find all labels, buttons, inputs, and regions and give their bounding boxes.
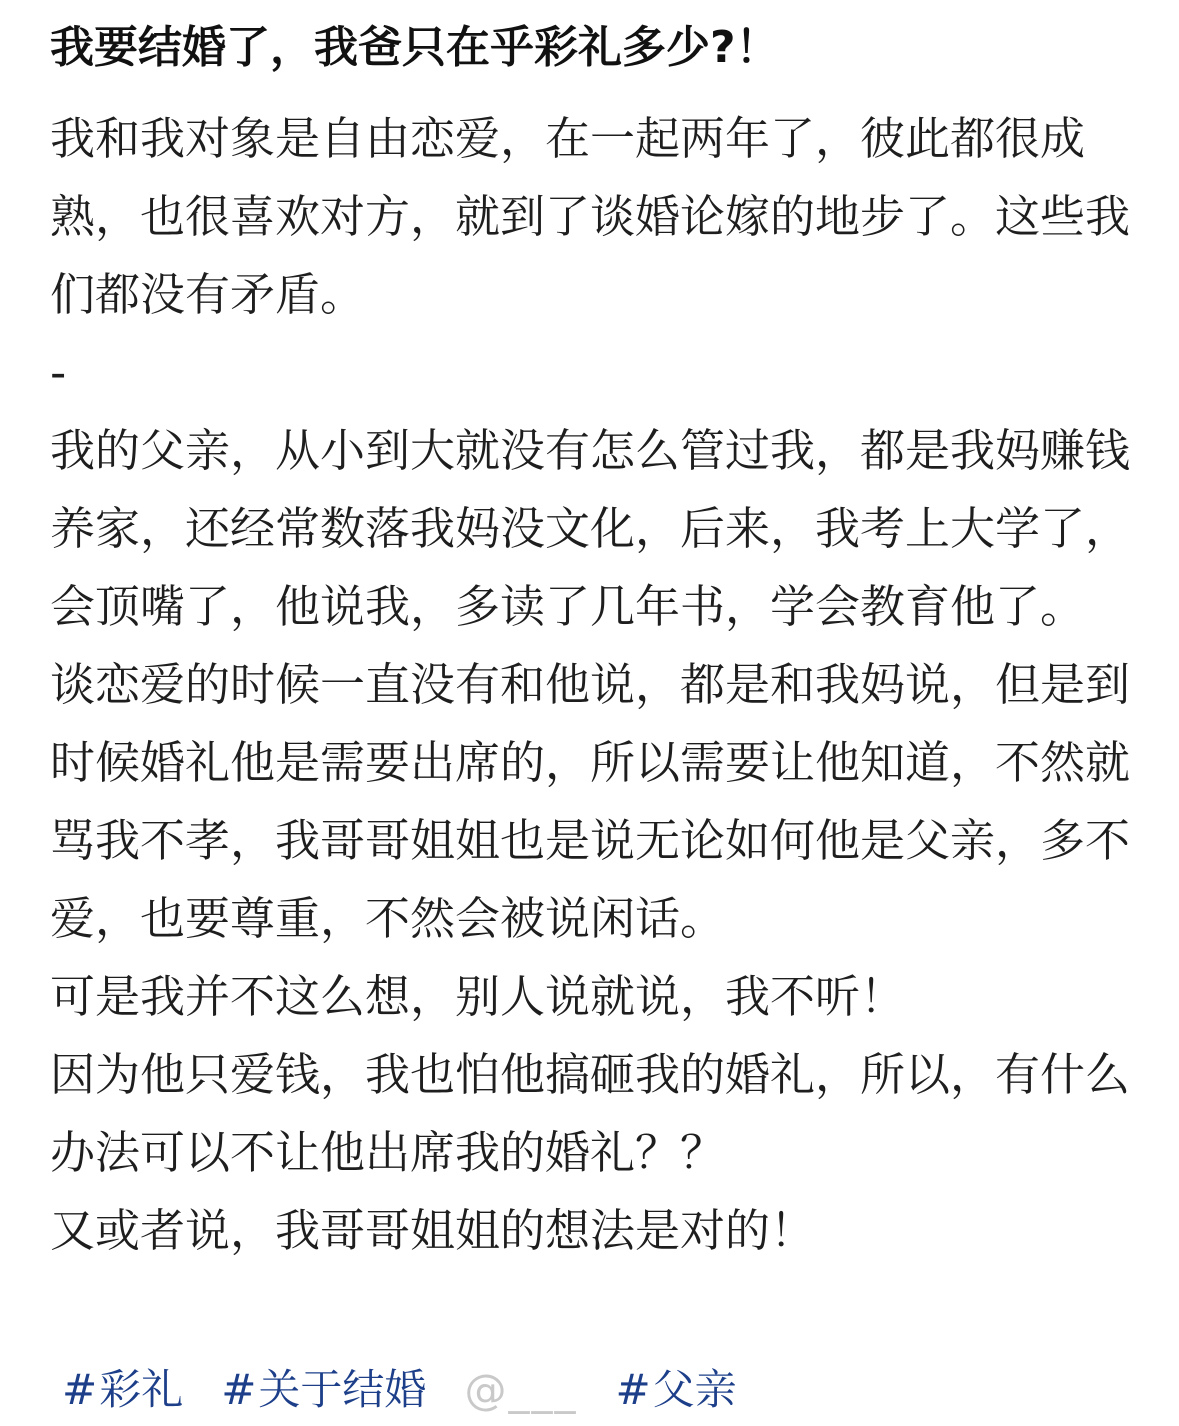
post-paragraph-1: 我和我对象是自由恋爱，在一起两年了，彼此都很成熟，也很喜欢对方，就到了谈婚论嫁的地步了。这些我们都没有矛盾。 (50, 112, 1131, 321)
tag-hash: # (62, 1365, 98, 1414)
post-paragraph-2: 我的父亲，从小到大就没有怎么管过我，都是我妈赚钱养家，还经常数落我妈没文化，后来，我考上大学了，会顶嘴了，他说我，多读了几年书，学会教育他了。 (50, 424, 1131, 633)
tag-list (62, 1358, 775, 1422)
tag-label: 关于结婚 (258, 1365, 427, 1414)
post-body (50, 100, 1140, 1270)
tag-label: 彩礼 (99, 1365, 184, 1414)
tag-hash: # (221, 1365, 257, 1414)
post-paragraph-3: 谈恋爱的时候一直没有和他说，都是和我妈说，但是到时候婚礼他是需要出席的，所以需要让他知道，不然就骂我不孝，我哥哥姐姐也是说无论如何他是父亲，多不爱，也要尊重，不然会被说闲话。 (50, 658, 1131, 945)
tag-hash: # (615, 1365, 651, 1414)
post-paragraph-6: 又或者说，我哥哥姐姐的想法是对的！ (50, 1204, 816, 1257)
tag-guanyu-jiehun[interactable] (221, 1358, 426, 1422)
post-paragraph-5: 因为他只爱钱，我也怕他搞砸我的婚礼，所以，有什么办法可以不让他出席我的婚礼？？ (50, 1048, 1131, 1179)
post (50, 0, 1140, 1270)
post-title: 我要结婚了，我爸只在乎彩礼多少?！ (50, 22, 780, 73)
post-separator: - (50, 346, 67, 399)
tag-label: 父亲 (652, 1365, 737, 1414)
post-paragraph-4: 可是我并不这么想，别人说就说，我不听！ (50, 970, 906, 1023)
tag-caili[interactable] (62, 1358, 183, 1422)
watermark: @___ (464, 1365, 578, 1414)
tag-fuqin[interactable] (615, 1358, 736, 1422)
